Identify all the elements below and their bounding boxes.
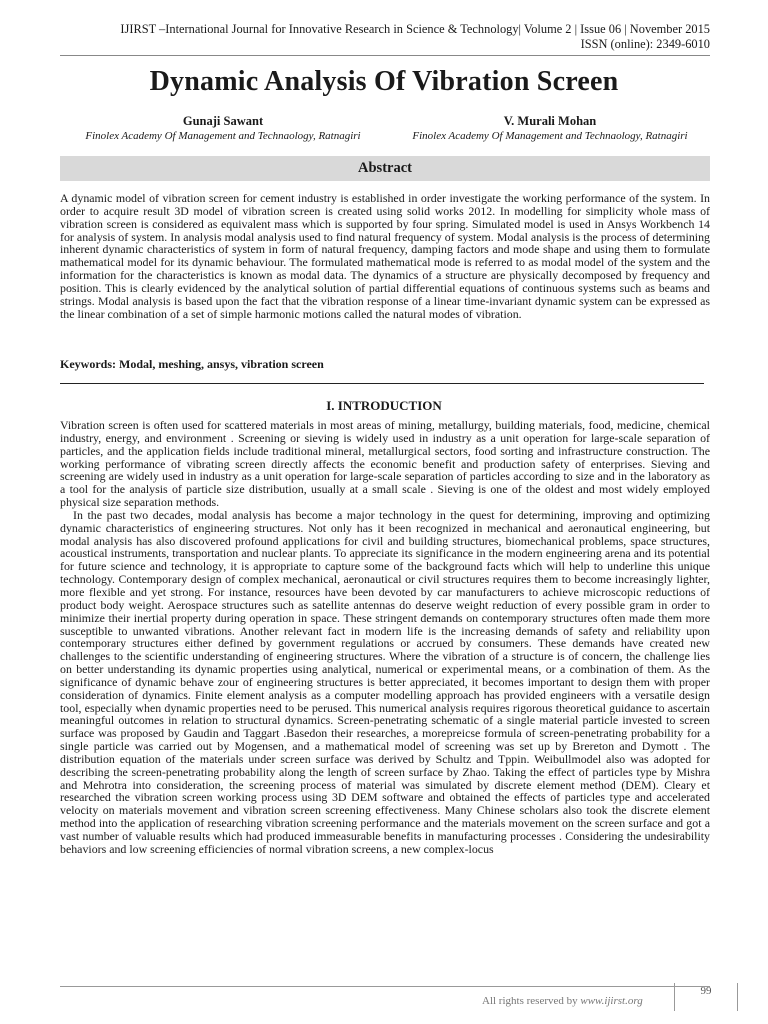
journal-line: IJIRST –International Journal for Innovative Research in Science & Technology| Volume 2 | Issue 06 | November 2015 [120,22,710,36]
section-title-rest: NTRODUCTION [342,398,442,413]
author-1 [58,114,388,143]
body-paragraph: Vibration screen is often used for scattered materials in most areas of mining, metallurgy, building materials, food, medicine, chemical industry, energy, and environment . Screening or sieving is widely used in industry as a unit operation for large-scale separation of particles, and the application fields include traditional mineral, metallurgical sectors, food sorting and infrastructure construction. The working performance of vibrating screen directly affects the economic benefit and production safety of enterprises. Sieving and screening are widely used in industry as a unit operation for large-scale separation of particles according to size and in the laboratory as a tool for the analysis of particle size distribution, usually at a small scale . Sieving is one of the oldest and most widely employed physical size separation methods. [60,418,710,510]
page-number: 99 [674,983,738,1011]
rights-text: All rights reserved by [482,995,581,1007]
abstract-text: A dynamic model of vibration screen for cement industry is established in order investigate the working performance of the system. In order to acquire result 3D model of vibration screen is created using solid works 2012. In modelling for simplicity whole mass of vibration screen is considered as equivalent mass which is supported by four spring. Simulated model is used in Ansys Workbench 14 for analysis of system. In analysis modal analysis used to find natural frequency of system. Modal analysis is the process of determining inherent dynamic characteristics of system in form of natural frequency, damping factors and mode shape and using them to formulate mathematical model for its dynamic behaviour. The formulated mathematical mode is referred to as modal model of the system and the information for the characteristics is known as modal data. The dynamics of a structure are physically decomposed by frequency and position. This is clearly evidenced by the analytical solution of partial differential equations of continuous systems such as beams and strings. Modal analysis is based upon the fact that the vibration response of a linear time-invariant dynamic system can be expressed as the linear combination of a set of simple harmonic motions called the natural modes of vibration. [60,191,710,321]
author-name: Gunaji Sawant [182,114,264,128]
paper-title: Dynamic Analysis Of Vibration Screen [149,66,619,97]
journal-url-link[interactable]: www.ijirst.org [580,995,643,1007]
journal-header [60,22,710,52]
section-divider [60,383,704,384]
section-heading [0,398,768,414]
author-2 [385,114,715,143]
abstract-heading: Abstract [60,156,710,181]
keywords-line: Keywords: Modal, meshing, ansys, vibration screen [60,357,324,371]
footer-rule [60,986,710,987]
author-affiliation: Finolex Academy Of Management and Technaology, Ratnagiri [412,130,688,142]
author-affiliation: Finolex Academy Of Management and Technaology, Ratnagiri [85,130,361,142]
footer-rights [482,995,643,1007]
section-body [60,419,710,856]
section-number: I. [326,398,338,413]
issn-line: ISSN (online): 2349-6010 [580,37,710,51]
author-name: V. Murali Mohan [503,114,597,128]
header-rule [60,55,710,56]
body-paragraph: In the past two decades, modal analysis has become a major technology in the quest for determining, improving and optimizing dynamic characteristics of engineering structures. Not only has it been recognized in mechanical and aeronautical engineering, but modal analysis has also discovered profound applications for civil and building structures, biomechanical problems, space structures, acoustical instruments, transportation and nuclear plants. To appreciate its significance in the modern engineering arena and its potential for future science and technology, it is appropriate to capture some of the background facts which will help to underline this unique technology. Contemporary design of complex mechanical, aeronautical or civil structures requires them to become increasingly lighter, more flexible and yet strong. For instance, resources have been devoted by car manufacturers to achieve microscopic reductions of product body weight. Aerospace structures such as satellite antennas do deserve weight reduction of every possible gram in order to minimize their inertial property during operation in space. These stringent demands on contemporary structures often made them more susceptible to unwanted vibrations. Another relevant fact in modern life is the increasing demands of safety and reliability upon contemporary structures either defined by government regulations or accrued by consumers. These demands have created new challenges to the scientific understanding of engineering structures. Where the vibration of a structure is of concern, the challenge lies on better understanding its dynamic properties using analytical, numerical or experimental means, or a combination of them. As the significance of dynamic behave zour of engineering structures is better appreciated, it becomes important to design them with proper consideration of dynamics. Finite element analysis as a computer modelling approach has provided engineers with a versatile design tool, especially when dynamic properties need to be perused. This numerical analysis requires rigorous theoretical guidance to ascertain meaningful outcomes in relation to structural dynamics. Screen-penetrating schematic of a single material particle invested to screen surface was proposed by Gaudin and Taggart .Basedon their researches, a morepreicse formula of screen-penetrating probability for a single particle was carried out by Mogensen, and a mathematical model of screening was set up by Brereton and Dymott . The distribution equation of the materials under screen surface was derived by Schultz and Tppin. Weibullmodel also was adopted for describing the screen-penetrating probability along the length of screen surface by Zhao. Taking the effect of particles type by Mishra and Mehrotra into consideration, the screening process of material was simulated by discrete element method (DEM). Cleary et researched the vibration screen working process using 3D DEM software and obtained the effects of particles type and accelerated velocity on materials movement and vibration screen screening effectiveness. Many Chinese scholars also took the discrete element method into the application of researching vibration screening performance and the materials movement on the screen surface and got a vast number of valuable results which had produced immeasurable benefits in manufacturing processes . Considering the undesirability behaviors and low screening efficiencies of normal vibration screens, a new complex-locus [60,507,710,856]
section-initial: I [337,398,343,413]
